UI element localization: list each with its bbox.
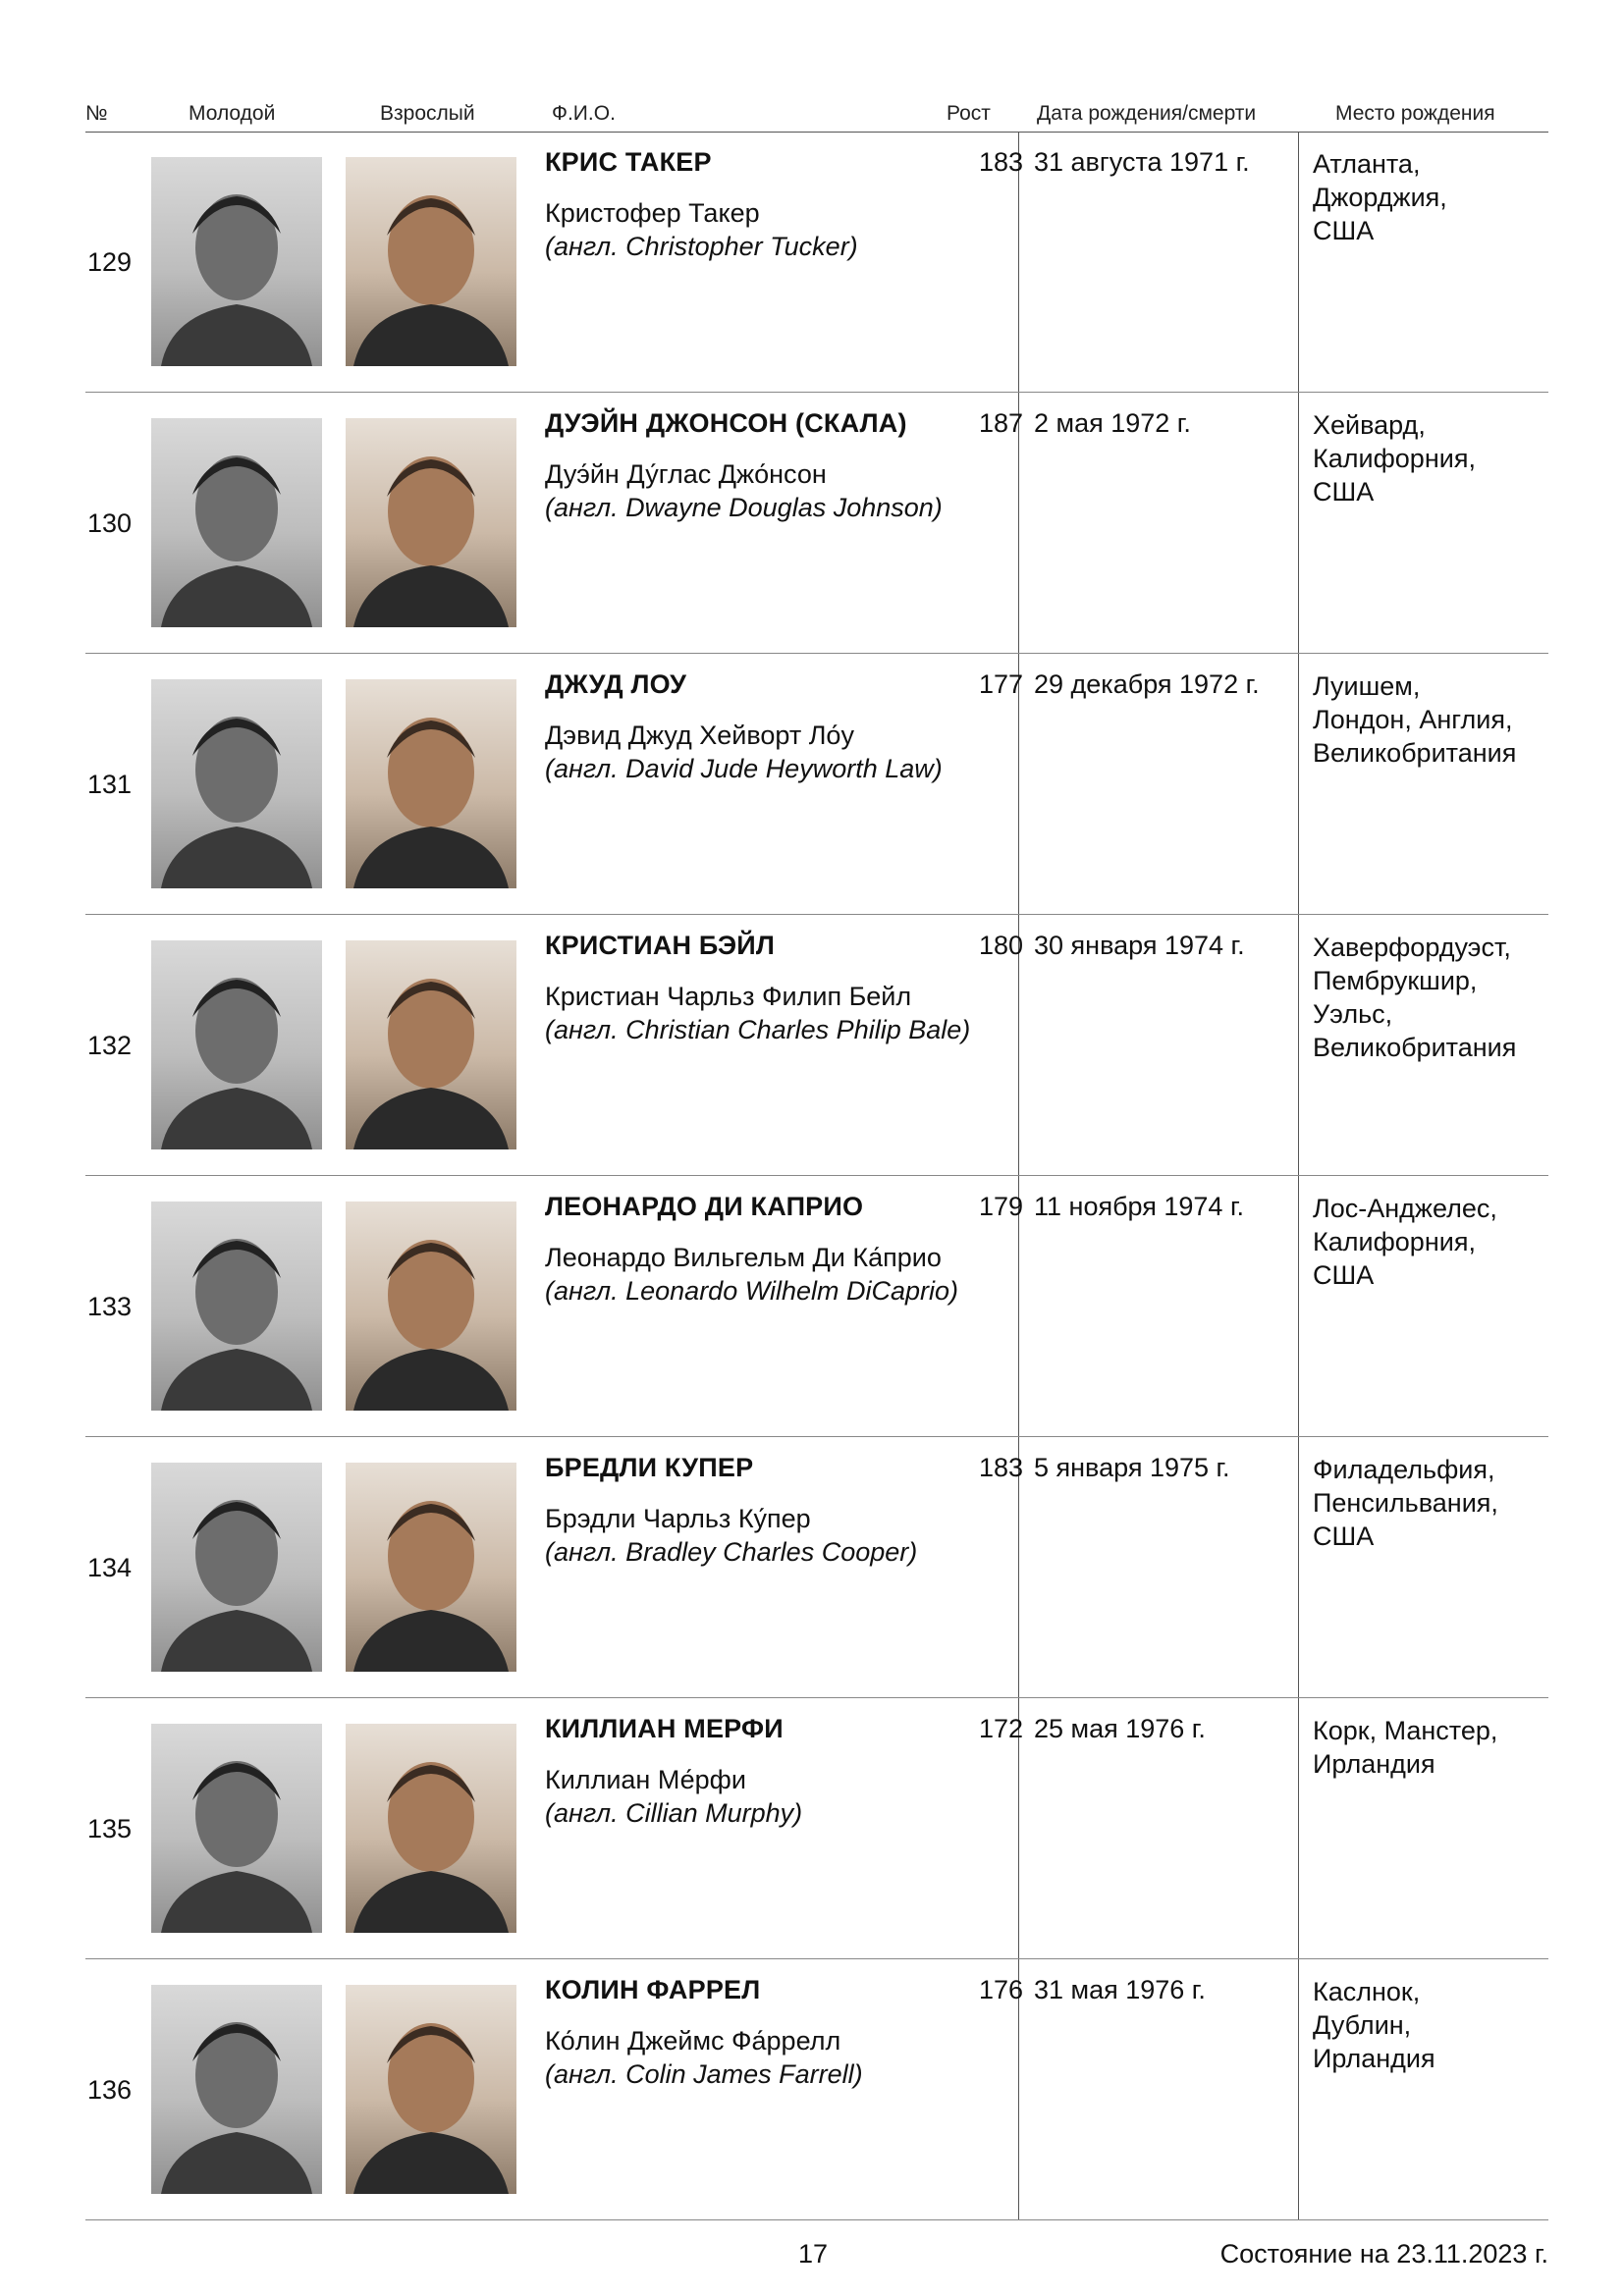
birth-date: 30 января 1974 г. (1034, 931, 1245, 960)
birth-date: 31 мая 1976 г. (1034, 1975, 1206, 2004)
adult-photo (346, 679, 516, 888)
portrait-adult-icon (346, 418, 516, 627)
table-row (85, 1176, 1548, 1437)
actor-height: 176 (978, 1975, 1023, 2004)
actor-height: 183 (978, 1453, 1023, 1482)
portrait-adult-icon (346, 157, 516, 366)
birth-place-line: Джорджия, (1313, 183, 1447, 212)
young-photo (151, 157, 322, 366)
table-row (85, 1437, 1548, 1698)
table-row (85, 915, 1548, 1176)
full-name-en: (англ. Colin James Farrell) (545, 2059, 863, 2089)
row-number: 133 (87, 1292, 133, 1321)
birth-place-line: США (1313, 216, 1375, 245)
young-photo (151, 418, 322, 627)
birth-place (1313, 1975, 1548, 2075)
adult-photo (346, 157, 516, 366)
state-date: Состояние на 23.11.2023 г. (1219, 2239, 1548, 2269)
actors-table (85, 132, 1548, 2220)
header-num: № (85, 102, 108, 125)
birth-place-line: Лос-Анджелес, (1313, 1194, 1497, 1223)
row-number: 132 (87, 1031, 133, 1060)
birth-date: 5 января 1975 г. (1034, 1453, 1230, 1482)
actor-height: 183 (978, 147, 1023, 177)
adult-photo (346, 940, 516, 1149)
actor-name: КРИС ТАКЕР (545, 147, 712, 177)
full-name-ru: Брэдли Чарльз Ку́пер (545, 1504, 811, 1533)
portrait-adult-icon (346, 1985, 516, 2194)
portrait-adult-icon (346, 1201, 516, 1411)
young-photo (151, 1985, 322, 2194)
birth-place (1313, 669, 1548, 770)
adult-photo (346, 418, 516, 627)
adult-photo (346, 1201, 516, 1411)
birth-place-line: Дублин, (1313, 2010, 1412, 2040)
birth-place-line: Пембрукшир, (1313, 966, 1478, 995)
actor-height: 177 (978, 669, 1023, 699)
birth-place-line: Великобритания (1313, 1033, 1517, 1062)
full-name-en: (англ. Bradley Charles Cooper) (545, 1537, 918, 1567)
portrait-young-icon (151, 1463, 322, 1672)
young-photo (151, 1201, 322, 1411)
portrait-young-icon (151, 418, 322, 627)
portrait-young-icon (151, 940, 322, 1149)
young-photo (151, 679, 322, 888)
portrait-adult-icon (346, 1724, 516, 1933)
page-number: 17 (798, 2239, 829, 2269)
full-name-ru: Киллиан Ме́рфи (545, 1765, 746, 1794)
row-number: 134 (87, 1553, 133, 1582)
actor-name: КОЛИН ФАРРЕЛ (545, 1975, 761, 2004)
actor-full-name (545, 2024, 863, 2091)
birth-place (1313, 931, 1548, 1064)
birth-place-line: США (1313, 1522, 1375, 1551)
birth-date: 25 мая 1976 г. (1034, 1714, 1206, 1743)
full-name-en: (англ. Cillian Murphy) (545, 1798, 803, 1828)
adult-photo (346, 1724, 516, 1933)
portrait-adult-icon (346, 679, 516, 888)
birth-place-line: Атланта, (1313, 149, 1421, 179)
birth-place-line: Калифорния, (1313, 1227, 1476, 1256)
header-young: Молодой (189, 102, 276, 125)
full-name-en: (англ. Leonardo Wilhelm DiCaprio) (545, 1276, 959, 1306)
portrait-young-icon (151, 1201, 322, 1411)
birth-place-line: США (1313, 1260, 1375, 1290)
table-row (85, 1698, 1548, 1959)
birth-place-line: Ирландия (1313, 2044, 1435, 2073)
full-name-ru: Кристофер Такер (545, 198, 760, 228)
birth-place-line: Великобритания (1313, 738, 1517, 768)
actor-name: БРЕДЛИ КУПЕР (545, 1453, 754, 1482)
actor-height: 187 (978, 408, 1023, 438)
birth-place-line: США (1313, 477, 1375, 507)
birth-date: 11 ноября 1974 г. (1034, 1192, 1244, 1221)
portrait-adult-icon (346, 940, 516, 1149)
young-photo (151, 1463, 322, 1672)
full-name-ru: Леонардо Вильгельм Ди Ка́прио (545, 1243, 942, 1272)
full-name-en: (англ. Dwayne Douglas Johnson) (545, 493, 943, 522)
portrait-young-icon (151, 157, 322, 366)
full-name-en: (англ. Christian Charles Philip Bale) (545, 1015, 971, 1044)
actor-full-name (545, 1763, 802, 1830)
birth-place (1313, 1714, 1548, 1781)
row-number: 135 (87, 1814, 133, 1843)
actor-height: 172 (978, 1714, 1023, 1743)
table-row (85, 393, 1548, 654)
full-name-ru: Дуэ́йн Ду́глас Джо́нсон (545, 459, 827, 489)
full-name-ru: Ко́лин Джеймс Фа́ррелл (545, 2026, 841, 2056)
actor-name: КИЛЛИАН МЕРФИ (545, 1714, 784, 1743)
birth-place-line: Лондон, Англия, (1313, 705, 1513, 734)
column-divider (1298, 1437, 1299, 1697)
adult-photo (346, 1463, 516, 1672)
actor-full-name (545, 980, 970, 1046)
birth-place-line: Хаверфордуэст, (1313, 933, 1511, 962)
header-fio: Ф.И.О. (552, 102, 616, 125)
column-divider (1298, 1176, 1299, 1436)
birth-date: 2 мая 1972 г. (1034, 408, 1191, 438)
portrait-young-icon (151, 679, 322, 888)
column-divider (1298, 915, 1299, 1175)
row-number: 130 (87, 508, 133, 538)
actor-height: 180 (978, 931, 1023, 960)
birth-place (1313, 408, 1548, 508)
actor-full-name (545, 719, 943, 785)
column-divider (1298, 1698, 1299, 1958)
actor-name: ДУЭЙН ДЖОНСОН (СКАЛА) (545, 408, 907, 438)
full-name-ru: Кристиан Чарльз Филип Бейл (545, 982, 912, 1011)
column-divider (1298, 132, 1299, 392)
actor-full-name (545, 1241, 958, 1308)
birth-place-line: Луишем, (1313, 671, 1421, 701)
birth-place-line: Калифорния, (1313, 444, 1476, 473)
actor-full-name (545, 457, 943, 524)
row-number: 131 (87, 770, 133, 799)
table-row (85, 654, 1548, 915)
birth-place-line: Пенсильвания, (1313, 1488, 1498, 1518)
header-adult: Взрослый (380, 102, 475, 125)
column-divider (1298, 1959, 1299, 2219)
portrait-young-icon (151, 1724, 322, 1933)
young-photo (151, 1724, 322, 1933)
actor-name: ЛЕОНАРДО ДИ КАПРИО (545, 1192, 864, 1221)
birth-place-line: Корк, Манстер, (1313, 1716, 1498, 1745)
birth-place-line: Филадельфия, (1313, 1455, 1495, 1484)
row-number: 136 (87, 2075, 133, 2105)
actor-name: КРИСТИАН БЭЙЛ (545, 931, 776, 960)
header-dates: Дата рождения/смерти (1037, 102, 1257, 125)
portrait-young-icon (151, 1985, 322, 2194)
young-photo (151, 940, 322, 1149)
column-divider (1298, 393, 1299, 653)
row-number: 129 (87, 247, 133, 277)
birth-place (1313, 1453, 1548, 1553)
header-place: Место рождения (1335, 102, 1495, 125)
birth-date: 31 августа 1971 г. (1034, 147, 1250, 177)
table-header (85, 98, 1548, 133)
birth-date: 29 декабря 1972 г. (1034, 669, 1260, 699)
birth-place-line: Хейвард, (1313, 410, 1426, 440)
birth-place (1313, 147, 1548, 247)
full-name-en: (англ. Christopher Tucker) (545, 232, 858, 261)
actor-name: ДЖУД ЛОУ (545, 669, 687, 699)
adult-photo (346, 1985, 516, 2194)
full-name-en: (англ. David Jude Heyworth Law) (545, 754, 943, 783)
portrait-adult-icon (346, 1463, 516, 1672)
birth-place-line: Каслнок, (1313, 1977, 1421, 2006)
header-height: Рост (947, 102, 991, 125)
birth-place-line: Ирландия (1313, 1749, 1435, 1779)
full-name-ru: Дэвид Джуд Хейворт Ло́у (545, 721, 854, 750)
actor-height: 179 (978, 1192, 1023, 1221)
birth-place-line: Уэльс, (1313, 999, 1393, 1029)
table-row (85, 132, 1548, 393)
actor-full-name (545, 196, 858, 263)
birth-place (1313, 1192, 1548, 1292)
table-row (85, 1959, 1548, 2220)
actor-full-name (545, 1502, 917, 1569)
column-divider (1298, 654, 1299, 914)
